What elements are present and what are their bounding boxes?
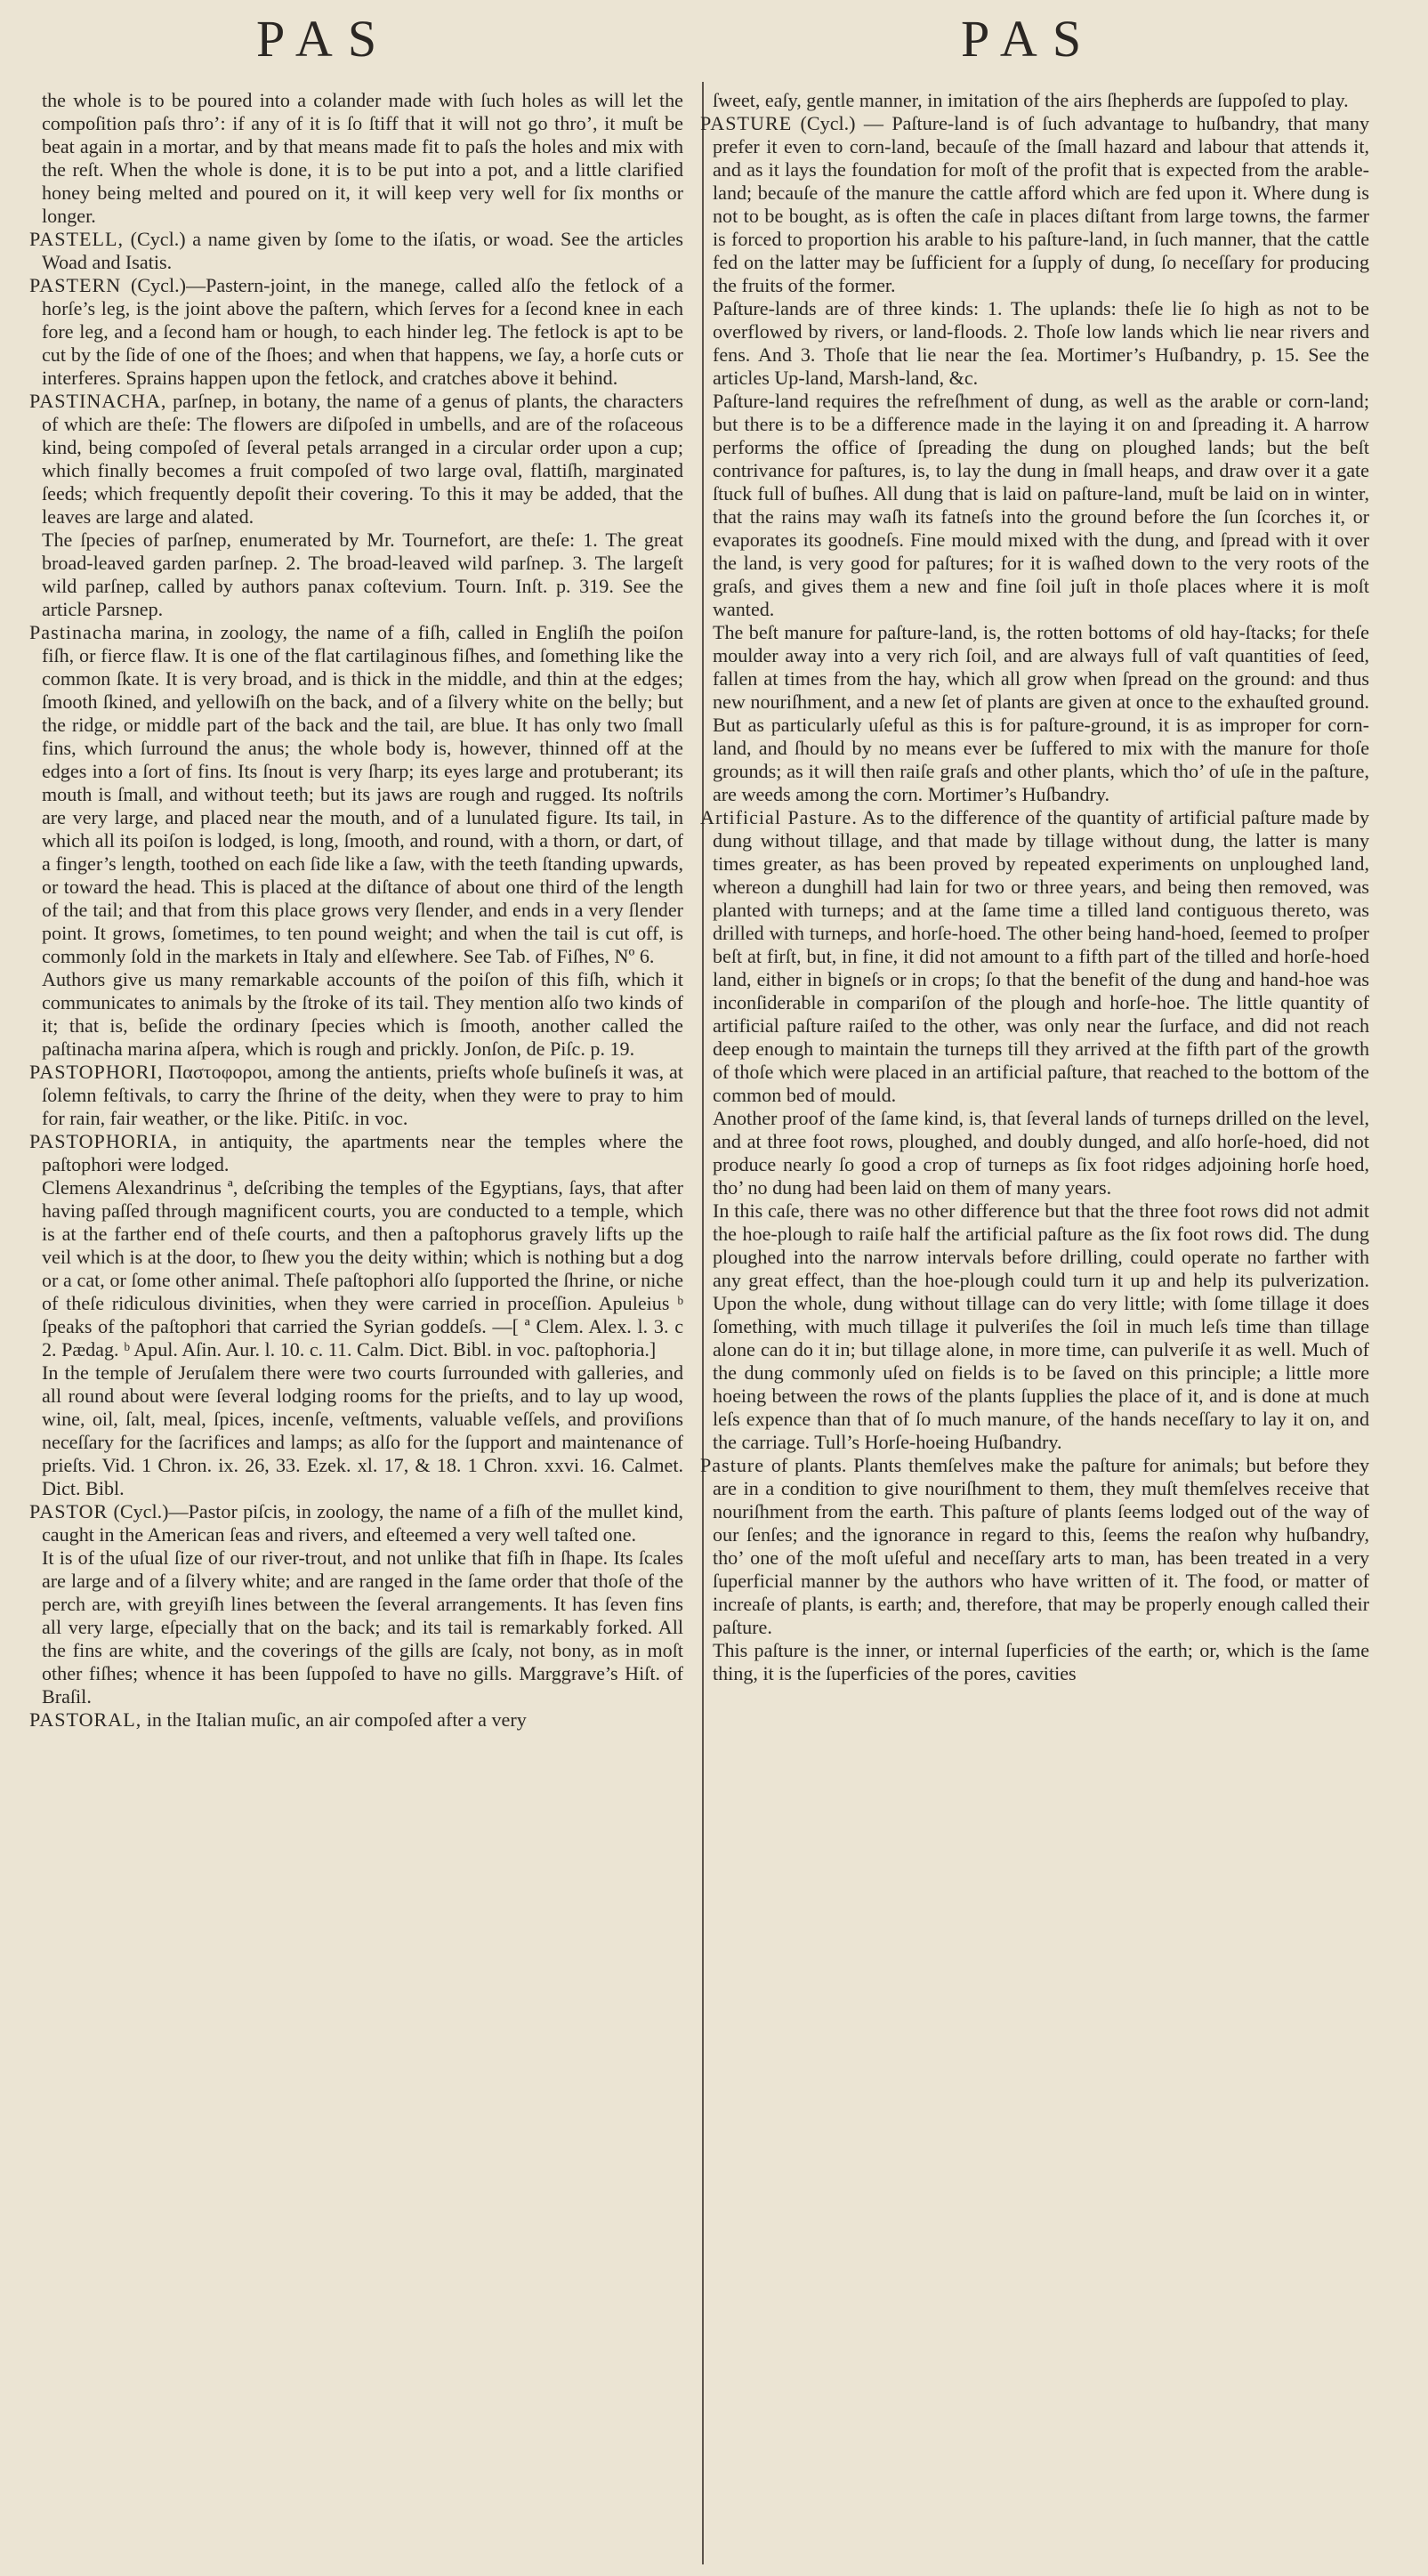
entry-headword: PASTOR [29, 1500, 109, 1522]
entry-headword: PASTORAL, [29, 1708, 142, 1731]
entry-text: of plants. Plants themſelves make the paſture for animals; but before they are in a condition to give nouriſhment to them, they muſt themſelves receive that nouriſhment from the earth. This paſture of plants ſeems lodged out of the way of our ſenſes; and the ignorance in regard to this, ſeems the reaſon why huſbandry, tho’ one of the moſt uſeful and neceſſary arts to man, has been treated in a very ſuperficial manner by the authors who have written of it. The food, or matter of increaſe of plants, is earth; and, therefore, that may be properly enough called their paſture. [713, 1454, 1369, 1638]
entry-text: in the Italian muſic, an air compoſed after a very [141, 1708, 527, 1731]
left-column [29, 89, 683, 1732]
entry-text: Another proof of the ſame kind, is, that ſeveral lands of turneps drilled on the level, and at three foot rows, ploughed, and doubly dunged, and alſo horſe-hoed, did not produce nearly ſo good a crop of turneps as ſix foot ridges adjoining horſe hoed, tho’ no dung had been laid on them of many years. [713, 1107, 1369, 1199]
entry-text: In this caſe, there was no other difference but that the three foot rows did not admit the hoe-plough to raiſe half the artificial paſture as the ſix foot rows did. The dung ploughed into the narrow intervals before drilling, could operate no farther with any great effect, than the hoe-plough could turn it up and help its pulverization. Upon the whole, dung without tillage can do very little; with ſome tillage it does ſomething, with much tillage it pulveriſes the ſoil in much leſs time than tillage alone can do it in; but tillage alone, in more time, can pulveriſe it as well. Much of the dung commonly uſed on fields is to be ſaved on this principle; a little more hoeing between the rows of the plants ſupplies the place of it, and is done at much leſs expence than that of ſo much manure, of the hands neceſſary to lay it on, and the carriage. Tull’s Horſe-hoeing Huſbandry. [713, 1199, 1369, 1453]
entry-text: (Cycl.) — Paſture-land is of ſuch advantage to huſbandry, that many prefer it even to corn-land, becauſe of the ſmall hazard and labour that attends it, and as it lays the foundation for moſt of the profit that is expected from the arable-land; becauſe of the manure the cattle afford which are fed upon it. Where dung is not to be bought, as is often the caſe in places diſtant from large towns, the farmer is forced to proportion his arable to his paſture-land, in ſuch manner, that the cattle fed on the latter may be ſufficient for a ſupply of dung, ſo neceſſary for producing the fruits of the former. [713, 112, 1369, 296]
dictionary-entry [29, 274, 683, 390]
dictionary-entry [29, 1708, 683, 1732]
running-head [0, 9, 1428, 89]
entry-text: (Cycl.)—Pastern-joint, in the manege, called alſo the fetlock of a horſe’s leg, is the joint above the paſtern, which ſerves for a ſecond knee in each fore leg, and a ſecond ham or hough, to each hinder leg. The fetlock is apt to be cut by the ſide of one of the ſhoes; and when that happens, we ſay, a horſe cuts or interferes. Sprains happen upon the fetlock, and cratches above it behind. [42, 274, 683, 389]
dictionary-entry [29, 1130, 683, 1176]
entry-paragraph [29, 968, 683, 1061]
entry-text: Παστοφοροι, among the antients, prieſts whoſe buſineſs it was, at ſolemn feſtivals, to carry the ſhrine of the deity, when they were to pray to him for rain, fair weather, or the like. Pitiſc. in voc. [42, 1061, 683, 1129]
entry-text: (Cycl.)—Pastor piſcis, in zoology, the name of a fiſh of the mullet kind, caught in the American ſeas and rivers, and eſteemed a very well taſted one. [42, 1500, 683, 1546]
entry-text: Clemens Alexandrinus ª, deſcribing the temples of the Egyptians, ſays, that after having paſſed through magnificent courts, you are conducted to a temple, which is at the farther end of theſe courts, and then a paſtophorus gravely lifts up the veil which is at the door, to ſhew you the deity within; which is nothing but a dog or a cat, or ſome other animal. Theſe paſtophori alſo ſupported the ſhrine, or niche of theſe ridiculous divinities, when they were carried in proceſſion. Apuleius ᵇ ſpeaks of the paſtophori that carried the Syrian goddeſs. —[ ª Clem. Alex. l. 3. c 2. Pædag. ᵇ Apul. Aſin. Aur. l. 10. c. 11. Calm. Dict. Bibl. in voc. paſtophoria.] [42, 1176, 683, 1361]
dictionary-entry [29, 1500, 683, 1546]
dictionary-entry [700, 112, 1369, 297]
entry-headword: PASTELL, [29, 228, 125, 250]
entry-paragraph [700, 89, 1369, 112]
dictionary-entry [29, 390, 683, 529]
entry-headword: PASTERN [29, 274, 122, 296]
entry-headword: Artificial Pasture. [700, 806, 858, 828]
entry-paragraph [29, 1361, 683, 1500]
entry-headword: PASTOPHORI, [29, 1061, 164, 1083]
entry-text: It is of the uſual ſize of our river-trout, and not unlike that fiſh in ſhape. Its ſcales are large and of a ſilvery white; and are ranged in the ſame order that thoſe of the perch are, with greyiſh lines between the ſeveral arrangements. It has ſeven fins all very large, eſpecially that on the back; and its tail is remarkably forked. All the fins are white, and the coverings of the gills are ſcaly, not bony, as in moſt other fiſhes; whence it has been ſuppoſed to have no gills. Marggrave’s Hiſt. of Braſil. [42, 1546, 683, 1708]
entry-text: (Cycl.) a name given by ſome to the iſatis, or woad. See the articles Woad and Isatis. [42, 228, 683, 273]
entry-text: As to the difference of the quantity of artificial paſture made by dung without tillage, and that made by tillage without dung, the latter is many times greater, as has been proved by repeated experiments on unploughed land, whereon a dunghill had lain for two or three years, and being then removed, was planted with turneps; and at the ſame time a tilled land contiguous thereto, was drilled with turneps, and horſe-hoed. The other being hand-hoed, ſeemed to proſper beſt at firſt, but, in fine, it did not amount to a fifth part of the tilled and horſe-hoed land, either in bigneſs or in crops; ſo that the benefit of the dung and hand-hoe was inconſiderable in compariſon of the plough and horſe-hoe. The little quantity of artificial paſture raiſed to the other, was only near the ſurface, and did not reach deep enough to maintain the turneps till they arrived at the fifth part of the growth of thoſe which were placed in an artificial paſture, that reached to the bottom of the common bed of mould. [713, 806, 1369, 1106]
entry-paragraph [29, 1546, 683, 1708]
entry-text: Paſture-lands are of three kinds: 1. The uplands: theſe lie ſo high as not to be overflowed by rivers, or land-floods. 2. Thoſe low lands which lie near rivers and fens. And 3. Thoſe that lie near the ſea. Mortimer’s Huſbandry, p. 15. See the articles Up-land, Marsh-land, &c. [713, 297, 1369, 389]
entry-headword: PASTINACHA, [29, 390, 167, 412]
entry-paragraph [700, 297, 1369, 390]
entry-paragraph [700, 621, 1369, 806]
entry-text: Paſture-land requires the refreſhment of dung, as well as the arable or corn-land; but there is to be a difference made in the laying it on and ſpreading it. A harrow performs the office of ſpreading the dung on ploughed lands; but the beſt contrivance for paſtures, is, to lay the dung in ſmall heaps, and draw over it a gate ſtuck full of buſhes. All dung that is laid on paſture-land, muſt be laid on in winter, that the rains may waſh its fatneſs into the ground before the ſun ſcorches it, or evaporates its goodneſs. Fine mould mixed with the dung, and ſpread with it over the land, is very good for paſtures; for it is waſhed down to the very roots of the graſs, and gives them a new and fine ſoil juſt in thoſe places where it is moſt wanted. [713, 390, 1369, 620]
entry-paragraph [700, 1639, 1369, 1685]
dictionary-entry [700, 806, 1369, 1107]
entry-text: The beſt manure for paſture-land, is, the rotten bottoms of old hay-ſtacks; for theſe moulder away into a very rich ſoil, and are always full of vaſt quantities of ſeed, fallen at times from the hay, which all grow when ſpread on the ground: and thus new nouriſhment, and a new ſet of plants are given at once to the exhauſted ground. But as particularly uſeful as this is for paſture-ground, it is as improper for corn-land, and ſhould by no means ever be ſuffered to mix with the manure for thoſe grounds; as it will then raiſe graſs and other plants, which tho’ of uſe in the paſture, are weeds among the corn. Mortimer’s Huſbandry. [713, 621, 1369, 805]
entry-paragraph [700, 1199, 1369, 1454]
entry-text: Authors give us many remarkable accounts of the poiſon of this fiſh, which it communicates to animals by the ſtroke of its tail. They mention alſo two kinds of it; that is, beſide the ordinary ſpecies which is ſmooth, another called the paſtinacha marina aſpera, which is rough and prickly. Jonſon, de Piſc. p. 19. [42, 968, 683, 1060]
entry-text: in antiquity, the apartments near the temples where the paſtophori were lodged. [42, 1130, 683, 1175]
entry-text: This paſture is the inner, or internal ſuperficies of the earth; or, which is the ſame thing, it is the ſuperficies of the pores, cavities [713, 1639, 1369, 1684]
entry-paragraph [29, 89, 683, 228]
entry-headword: Pastinacha [29, 621, 123, 643]
entry-paragraph [29, 1176, 683, 1361]
entry-text: parſnep, in botany, the name of a genus of plants, the characters of which are theſe: The flowers are diſpoſed in umbells, and are of the roſaceous kind, being compoſed of ſeveral petals arranged in a circular order upon a cup; which finally becomes a fruit compoſed of two large oval, flattiſh, marginated ſeeds; which frequently depoſit their covering. To this it may be added, that the leaves are large and alated. [42, 390, 683, 528]
entry-paragraph [29, 529, 683, 621]
dictionary-entry [29, 1061, 683, 1130]
running-head-right: PAS [961, 10, 1097, 68]
entry-paragraph [700, 1107, 1369, 1199]
entry-headword: PASTURE [700, 112, 793, 134]
right-column [700, 89, 1369, 1685]
dictionary-entry [29, 621, 683, 968]
dictionary-entry [29, 228, 683, 274]
entry-text: the whole is to be poured into a colander made with ſuch holes as will let the compoſition paſs thro’: if any of it is ſo ſtiff that it will not go thro’, it muſt be beat again in a mortar, and by that means made fit to paſs the holes and mix with the reſt. When the whole is done, it is to be put into a pot, and a little clarified honey being melted and poured on it, it will keep very well for ſix months or longer. [42, 89, 683, 227]
entry-headword: PASTOPHORIA, [29, 1130, 179, 1152]
entry-text: ſweet, eaſy, gentle manner, in imitation of the airs ſhepherds are ſuppoſed to play. [713, 89, 1349, 111]
entry-text: The ſpecies of parſnep, enumerated by Mr. Tournefort, are theſe: 1. The great broad-leaved garden parſnep. 2. The broad-leaved wild parſnep. 3. The largeſt wild parſnep, called by authors panax coſtevium. Tourn. Inſt. p. 319. See the article Parsnep. [42, 529, 683, 620]
entry-text: In the temple of Jeruſalem there were two courts ſurrounded with galleries, and all round about were ſeveral lodging rooms for the prieſts, and to lay up wood, wine, oil, ſalt, meal, ſpices, incenſe, veſtments, valuable veſſels, and proviſions neceſſary for the ſacrifices and lamps; as alſo for the ſupport and maintenance of prieſts. Vid. 1 Chron. ix. 26, 33. Ezek. xl. 17, & 18. 1 Chron. xxvi. 16. Calmet. Dict. Bibl. [42, 1361, 683, 1499]
running-head-left: PAS [256, 10, 392, 68]
dictionary-entry [700, 1454, 1369, 1639]
entry-text: marina, in zoology, the name of a fiſh, called in Engliſh the poiſon fiſh, or fierce flaw. It is one of the flat cartilaginous fiſhes, and ſomething like the common ſkate. It is very broad, and is thick in the middle, and thin at the edges; ſmooth ſkined, and yellowiſh on the back, and of a ſilvery white on the belly; but the ridge, or middle part of the back and the tail, are blue. It has only two ſmall fins, which ſurround the anus; the whole body is, however, thinned off at the edges into a ſort of fins. Its ſnout is very ſharp; its eyes large and protuberant; its mouth is ſmall, and without teeth; but its jaws are rough and rugged. Its noſtrils are very large, and placed near the mouth, and of a lunulated figure. Its tail, in which all its poiſon is lodged, is long, ſmooth, and round, with a thorn, or dart, of a finger’s length, toothed on each ſide like a ſaw, with the teeth ſtanding upwards, or toward the head. This is placed at the diſtance of about one third of the length of the tail; and that from this place grows very ſlender, and ends in a very ſlender point. It grows, ſometimes, to ten pound weight; and when the tail is cut off, is commonly ſold in the markets in Italy and elſewhere. See Tab. of Fiſhes, Nº 6. [42, 621, 683, 967]
entry-paragraph [700, 390, 1369, 621]
entry-headword: Pasture [700, 1454, 765, 1476]
